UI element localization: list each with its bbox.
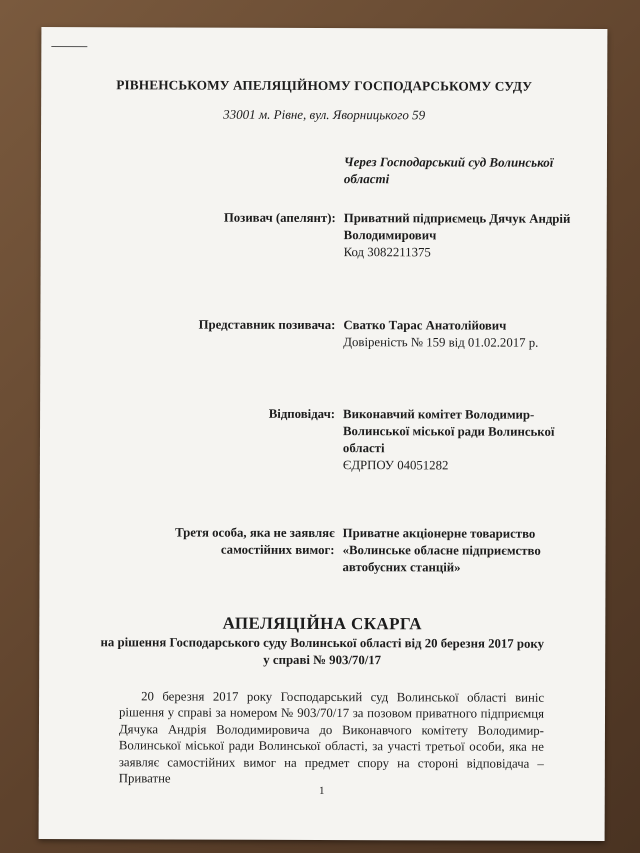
top-dash-mark bbox=[51, 46, 87, 47]
defendant-label: Відповідач: bbox=[268, 406, 336, 422]
defendant-code: ЄДРПОУ 04051282 bbox=[342, 458, 449, 473]
representative-label: Представник позивача: bbox=[198, 317, 336, 333]
third-party-name: Приватне акціонерне товариство «Волинське обласне підприємство автобусних станцій» bbox=[342, 526, 541, 575]
defendant-block bbox=[343, 406, 598, 475]
defendant-name: Виконавчий комітет Володимир-Волинської міської ради Волинської області bbox=[342, 407, 555, 456]
plaintiff-block bbox=[344, 210, 599, 262]
third-party-block bbox=[343, 525, 598, 577]
representative-block bbox=[343, 317, 598, 352]
plaintiff-code: Код 3082211375 bbox=[343, 245, 431, 260]
representative-name: Сватко Тарас Анатолійович bbox=[343, 318, 507, 333]
representative-power-of-attorney: Довіреність № 159 від 01.02.2017 р. bbox=[343, 335, 539, 350]
via-court: Через Господарський суд Волинської області bbox=[343, 154, 554, 187]
document-subtitle: на рішення Господарського суду Волинської області від 20 березня 2017 року у справі № 903/70/17 bbox=[100, 635, 545, 668]
body-paragraph: 20 березня 2017 року Господарський суд Волинської області виніс рішення у справі за номером № 903/70/17 за позовом приватного підприємця Дячука Андрія Володимировича до Виконавчого комітету Володимир-Волинської міської ради Волинської області, за участі третьої особи, яка не заявляє самостійних вимог на предмет спору на стороні відповідача – Приватне bbox=[118, 689, 545, 786]
page-number: 1 bbox=[318, 784, 325, 798]
court-name: РІВНЕНСЬКОМУ АПЕЛЯЦІЙНОМУ ГОСПОДАРСЬКОМУ СУДУ bbox=[116, 77, 533, 94]
plaintiff-name: Приватний підприємець Дячук Андрій Володимирович bbox=[343, 211, 571, 243]
third-party-label: Третя особа, яка не заявляє самостійних вимог: bbox=[175, 525, 335, 558]
court-address: 33001 м. Рівне, вул. Яворницького 59 bbox=[223, 106, 426, 123]
document-title: АПЕЛЯЦІЙНА СКАРГА bbox=[222, 613, 422, 634]
plaintiff-label: Позивач (апелянт): bbox=[223, 210, 336, 226]
document-page bbox=[39, 27, 608, 841]
